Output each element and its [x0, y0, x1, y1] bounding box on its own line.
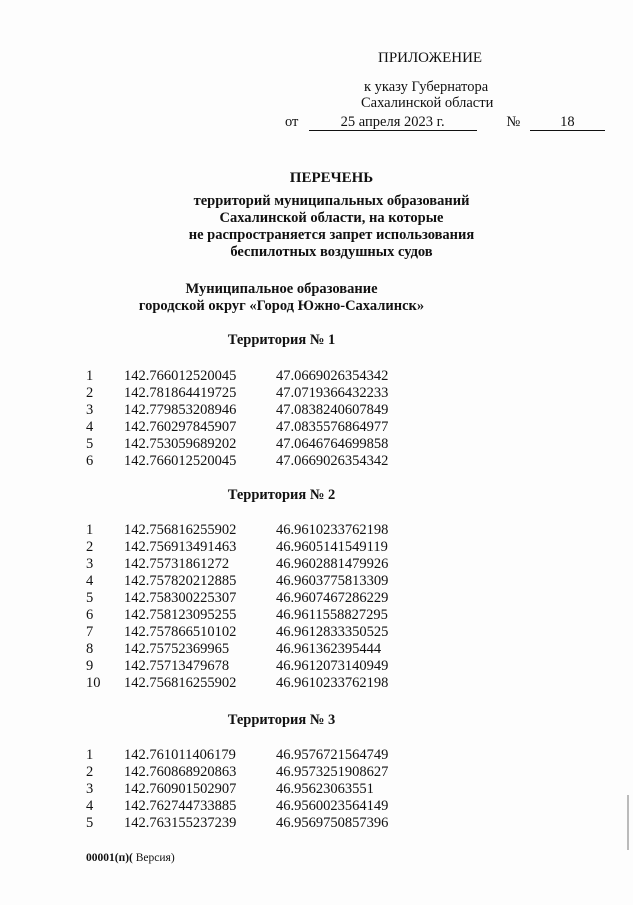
point-index: 2 [86, 385, 94, 401]
decree-reference: к указу Губернатора [364, 79, 489, 95]
longitude-cell: 142.760901502907 [124, 781, 237, 797]
longitude-cell: 142.761011406179 [124, 747, 236, 763]
latitude-cell: 46.9603775813309 [276, 573, 389, 589]
longitude-cell: 142.758123095255 [124, 607, 237, 623]
latitude-cell: 46.9560023564149 [276, 798, 389, 814]
scan-edge-mark [627, 795, 629, 850]
subtitle-line: беспилотных воздушных судов [230, 244, 433, 260]
point-index: 1 [86, 522, 94, 538]
latitude-cell: 46.9605141549119 [276, 539, 388, 555]
point-index: 3 [86, 556, 94, 572]
subtitle-line: территорий муниципальных образований [193, 193, 470, 209]
latitude-cell: 46.9569750857396 [276, 815, 389, 831]
document-version: Версия) [132, 852, 175, 864]
territory-title: Территория № 1 [227, 332, 336, 348]
point-index: 5 [86, 815, 94, 831]
longitude-cell: 142.75752369965 [124, 641, 230, 657]
longitude-cell: 142.757866510102 [124, 624, 237, 640]
region-name: Сахалинской области [361, 95, 494, 111]
latitude-cell: 46.9607467286229 [276, 590, 389, 606]
municipality-line: Муниципальное образование [185, 281, 378, 297]
territory-title: Территория № 3 [227, 712, 336, 728]
date-prefix: от [285, 114, 299, 130]
latitude-cell: 46.9573251908627 [276, 764, 389, 780]
latitude-cell: 46.95623063551 [276, 781, 374, 797]
latitude-cell: 47.0669026354342 [276, 453, 389, 469]
longitude-cell: 142.760868920863 [124, 764, 237, 780]
municipality-line: городской округ «Город Южно-Сахалинск» [138, 298, 425, 314]
longitude-cell: 142.756816255902 [124, 522, 237, 538]
latitude-cell: 47.0719366432233 [276, 385, 389, 401]
latitude-cell: 46.9610233762198 [276, 522, 389, 538]
document-footer [86, 852, 175, 864]
longitude-cell: 142.757820212885 [124, 573, 237, 589]
point-index: 3 [86, 402, 94, 418]
subtitle-line: Сахалинской области, на которые [219, 210, 444, 226]
point-index: 4 [86, 419, 94, 435]
point-index: 9 [86, 658, 94, 674]
document-title: ПЕРЕЧЕНЬ [289, 170, 374, 186]
territory-title: Территория № 2 [227, 487, 336, 503]
longitude-cell: 142.762744733885 [124, 798, 237, 814]
latitude-cell: 46.9576721564749 [276, 747, 389, 763]
latitude-cell: 46.9610233762198 [276, 675, 389, 691]
number-sign: № [506, 114, 521, 130]
point-index: 10 [86, 675, 101, 691]
appendix-title: ПРИЛОЖЕНИЕ [378, 50, 483, 66]
longitude-cell: 142.758300225307 [124, 590, 237, 606]
longitude-cell: 142.75731861272 [124, 556, 230, 572]
decree-number: 18 [530, 115, 605, 131]
point-index: 6 [86, 453, 94, 469]
point-index: 4 [86, 798, 94, 814]
longitude-cell: 142.766012520045 [124, 368, 237, 384]
latitude-cell: 46.9612073140949 [276, 658, 389, 674]
latitude-cell: 47.0669026354342 [276, 368, 389, 384]
latitude-cell: 46.9611558827295 [276, 607, 388, 623]
point-index: 3 [86, 781, 94, 797]
point-index: 1 [86, 747, 94, 763]
point-index: 1 [86, 368, 94, 384]
point-index: 6 [86, 607, 94, 623]
longitude-cell: 142.763155237239 [124, 815, 237, 831]
decree-date: 25 апреля 2023 г. [309, 115, 477, 131]
point-index: 5 [86, 590, 94, 606]
longitude-cell: 142.781864419725 [124, 385, 237, 401]
point-index: 5 [86, 436, 94, 452]
point-index: 2 [86, 539, 94, 555]
point-index: 2 [86, 764, 94, 780]
longitude-cell: 142.753059689202 [124, 436, 237, 452]
point-index: 4 [86, 573, 94, 589]
latitude-cell: 46.9612833350525 [276, 624, 389, 640]
latitude-cell: 47.0835576864977 [276, 419, 389, 435]
point-index: 8 [86, 641, 94, 657]
longitude-cell: 142.75713479678 [124, 658, 230, 674]
longitude-cell: 142.756816255902 [124, 675, 237, 691]
longitude-cell: 142.766012520045 [124, 453, 237, 469]
longitude-cell: 142.760297845907 [124, 419, 237, 435]
document-code: 00001(п)( [86, 852, 133, 864]
latitude-cell: 47.0646764699858 [276, 436, 389, 452]
point-index: 7 [86, 624, 94, 640]
decree-date-row [285, 114, 605, 131]
latitude-cell: 46.9602881479926 [276, 556, 389, 572]
subtitle-line: не распространяется запрет использования [188, 227, 475, 243]
latitude-cell: 47.0838240607849 [276, 402, 389, 418]
longitude-cell: 142.756913491463 [124, 539, 237, 555]
latitude-cell: 46.961362395444 [276, 641, 382, 657]
longitude-cell: 142.779853208946 [124, 402, 237, 418]
